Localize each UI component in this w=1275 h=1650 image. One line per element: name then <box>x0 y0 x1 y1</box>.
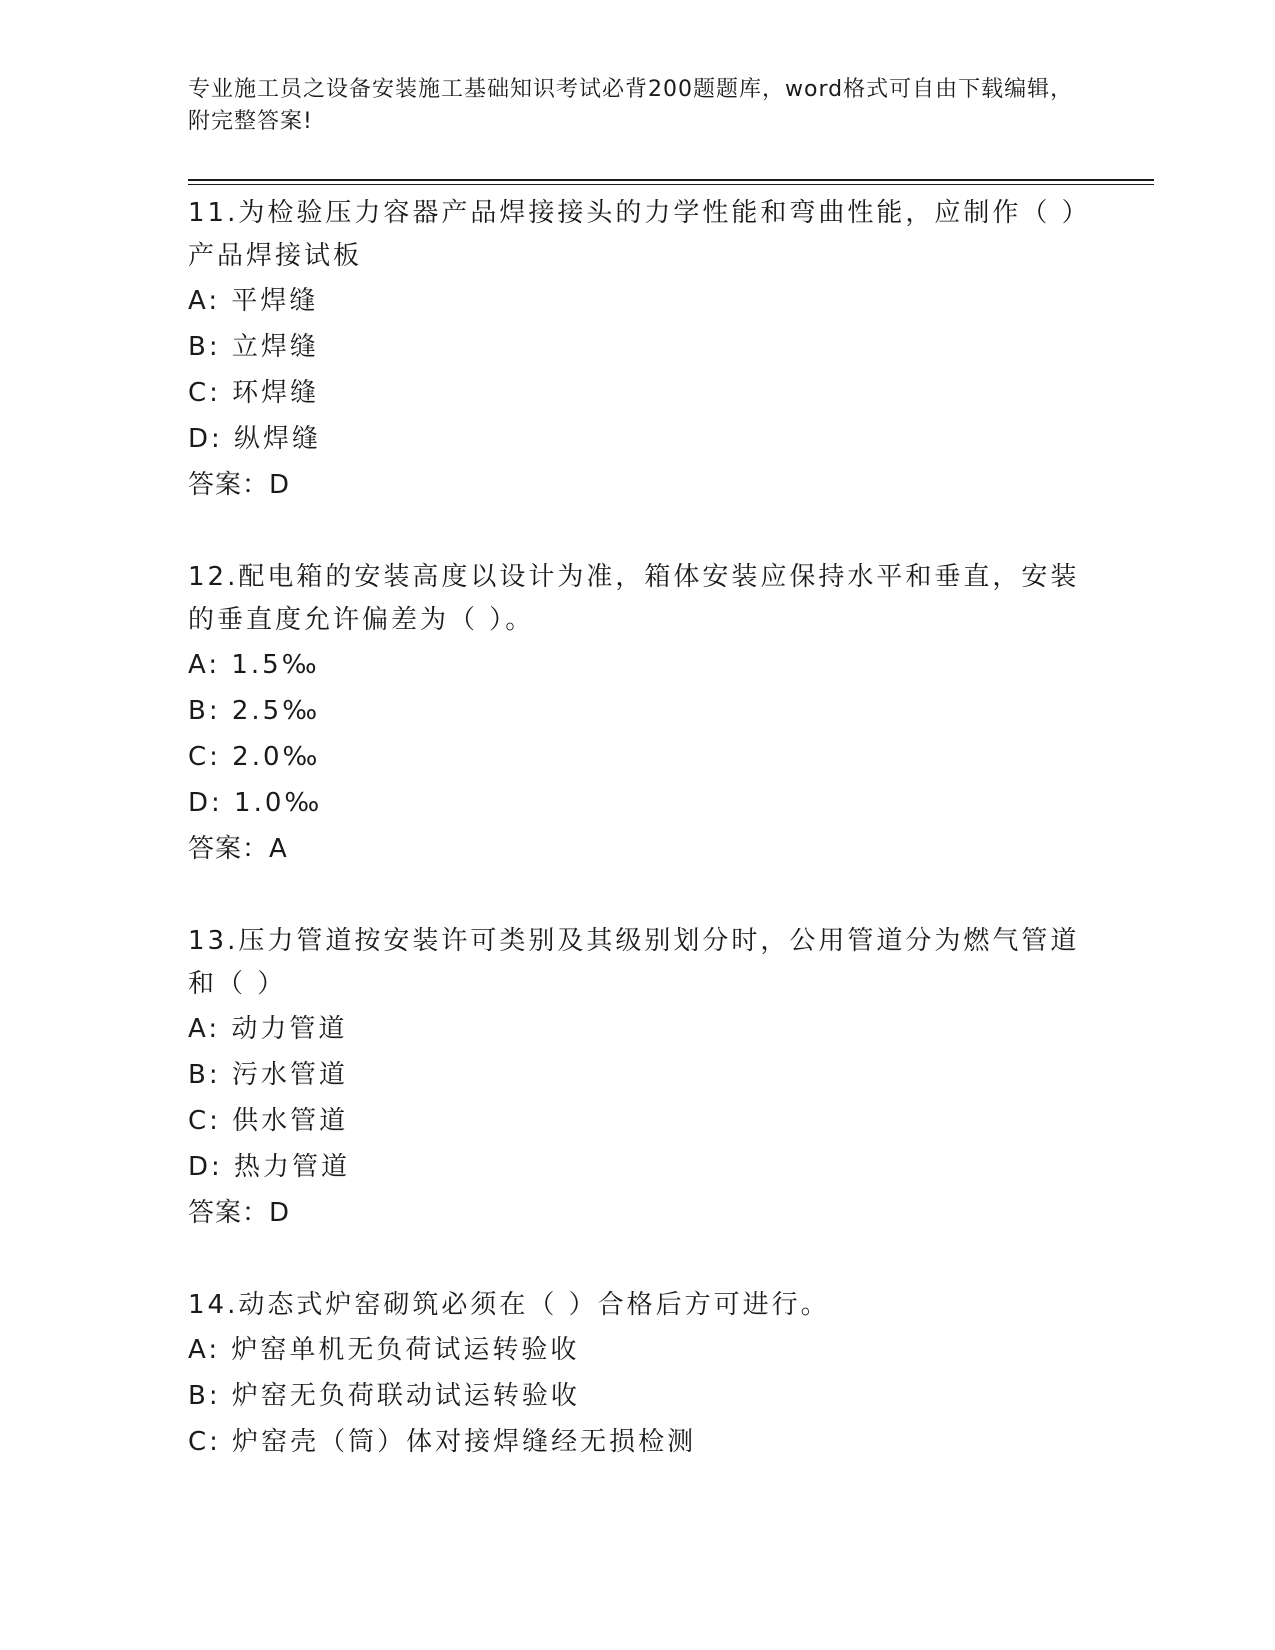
answer: 答案：D <box>188 470 291 500</box>
option-b: B: 立焊缝 <box>188 332 319 362</box>
question-list <box>188 190 1088 1511</box>
answer: 答案：D <box>188 1198 291 1228</box>
option-b: B: 2.5‰ <box>188 696 321 726</box>
option-b: B: 污水管道 <box>188 1060 348 1090</box>
question-14 <box>188 1282 1088 1465</box>
header-divider-thick <box>188 179 1154 181</box>
option-d: D: 热力管道 <box>188 1152 351 1182</box>
option-c: C: 供水管道 <box>188 1106 349 1136</box>
header-divider-thin <box>188 184 1154 185</box>
option-c: C: 炉窑壳（筒）体对接焊缝经无损检测 <box>188 1427 697 1457</box>
option-a: A: 炉窑单机无负荷试运转验收 <box>188 1335 580 1365</box>
option-a: A: 动力管道 <box>188 1014 348 1044</box>
option-d: D: 1.0‰ <box>188 788 323 818</box>
question-stem: 11.为检验压力容器产品焊接接头的力学性能和弯曲性能，应制作（ ）产品焊接试板 <box>188 198 1078 271</box>
option-c: C: 2.0‰ <box>188 742 321 772</box>
question-stem: 14.动态式炉窑砌筑必须在（ ）合格后方可进行。 <box>188 1290 830 1320</box>
option-c: C: 环焊缝 <box>188 378 320 408</box>
option-a: A: 平焊缝 <box>188 286 319 316</box>
document-header: 专业施工员之设备安装施工基础知识考试必背200题题库，word格式可自由下载编辑，附完整答案! <box>188 77 1074 134</box>
question-stem: 12.配电箱的安装高度以设计为准，箱体安装应保持水平和垂直，安装的垂直度允许偏差为（ ）。 <box>188 562 1080 635</box>
question-stem: 13.压力管道按安装许可类别及其级别划分时，公用管道分为燃气管道和（ ） <box>188 926 1080 999</box>
option-b: B: 炉窑无负荷联动试运转验收 <box>188 1381 580 1411</box>
answer: 答案：A <box>188 834 288 864</box>
option-d: D: 纵焊缝 <box>188 424 322 454</box>
question-11 <box>188 190 1088 508</box>
question-13 <box>188 918 1088 1236</box>
question-12 <box>188 554 1088 872</box>
option-a: A: 1.5‰ <box>188 650 320 680</box>
